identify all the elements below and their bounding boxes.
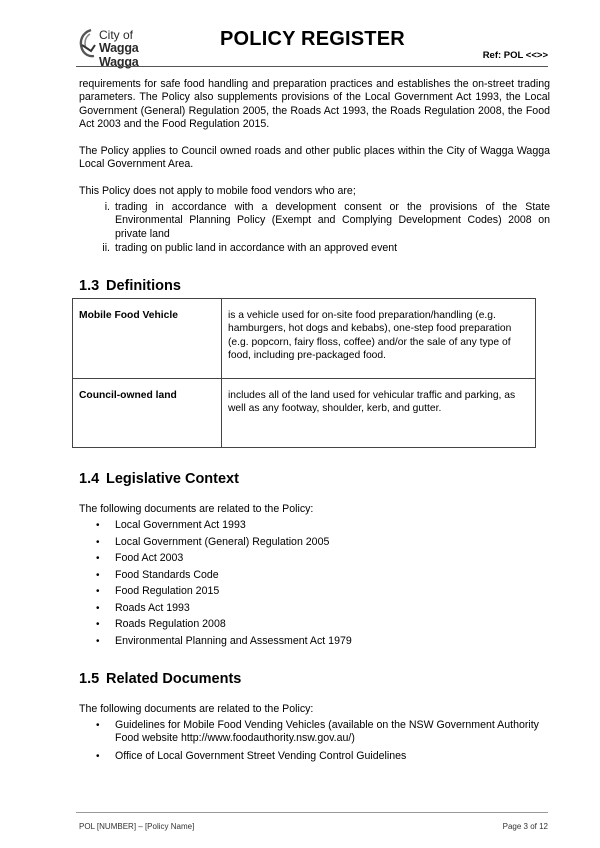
section-heading-definitions (79, 278, 181, 294)
intro-paragraph-1: requirements for safe food handling and preparation practices and establishes the on-street trading parameters. The Policy also supplements provisions of the Local Government Act 1993, the Local Government (General) Regulation 2005, the Roads Act 1993, the Roads Regulation 2008, the Food Act 2003 and the Food Regulation 2015. (79, 78, 550, 131)
header-divider (76, 66, 548, 67)
section-heading-legislative (79, 471, 239, 487)
bullet: • (96, 603, 100, 614)
list-item: Guidelines for Mobile Food Vending Vehicles (available on the NSW Government Authority Food website http://www.foodauthority.nsw.gov.au/) (115, 719, 539, 745)
section-heading-related (79, 671, 241, 687)
list-item: Local Government (General) Regulation 2005 (115, 536, 330, 548)
section-number: 1.3 (79, 278, 100, 294)
list-item: Food Act 2003 (115, 552, 184, 564)
list-marker: ii. (102, 242, 110, 254)
logo-emblem-icon (76, 27, 98, 59)
list-item: Food Regulation 2015 (115, 585, 220, 597)
list-item: Food Standards Code (115, 569, 219, 581)
table-row (73, 379, 536, 448)
bullet: • (96, 751, 100, 762)
definition-text: is a vehicle used for on-site food preparation/handling (e.g. hamburgers, hot dogs and kebabs), one-step food preparation (e.g. popcorn, fairy floss, coffee) and/or the sale of any type of food, including pre-packaged food. (222, 299, 536, 379)
bullet: • (96, 520, 100, 531)
list-item: Local Government Act 1993 (115, 519, 246, 531)
footer-divider (76, 812, 548, 813)
definitions-table (72, 298, 536, 448)
section-title: Definitions (106, 278, 181, 294)
bullet: • (96, 553, 100, 564)
page-title: POLICY REGISTER (220, 28, 405, 50)
bullet: • (96, 636, 100, 647)
section-number: 1.5 (79, 671, 100, 687)
bullet: • (96, 586, 100, 597)
list-item: Roads Regulation 2008 (115, 618, 226, 630)
definition-text: includes all of the land used for vehicular traffic and parking, as well as any footway, shoulder, kerb, and gutter. (222, 379, 536, 448)
table-row (73, 299, 536, 379)
exclusion-item: trading on public land in accordance with an approved event (115, 242, 398, 254)
exclusion-item: trading in accordance with a development consent or the provisions of the State Environmental Planning Policy (Exempt and Complying Development Codes) 2008 on private land (115, 201, 550, 240)
page-number: Page 3 of 12 (502, 822, 548, 831)
policy-reference: Ref: POL <<>> (482, 50, 548, 61)
list-marker: i. (104, 201, 110, 213)
list-item: Office of Local Government Street Vending Control Guidelines (115, 750, 407, 762)
logo-line-2: Wagga Wagga (99, 41, 139, 69)
list-item: Environmental Planning and Assessment Act 1979 (115, 635, 352, 647)
logo-line-1: City of (99, 28, 134, 42)
bullet: • (96, 537, 100, 548)
footer-policy-name: POL [NUMBER] – [Policy Name] (79, 822, 195, 831)
definition-term: Council-owned land (73, 379, 222, 448)
bullet: • (96, 570, 100, 581)
section-title: Legislative Context (106, 471, 239, 487)
legislative-intro: The following documents are related to the Policy: (79, 503, 314, 515)
intro-paragraph-3: This Policy does not apply to mobile food vendors who are; (79, 185, 356, 197)
list-item: Roads Act 1993 (115, 602, 190, 614)
intro-paragraph-2: The Policy applies to Council owned roads and other public places within the City of Wagga Wagga Local Government Area. (79, 145, 550, 171)
bullet: • (96, 619, 100, 630)
section-title: Related Documents (106, 671, 242, 687)
definition-term: Mobile Food Vehicle (73, 299, 222, 379)
section-number: 1.4 (79, 471, 100, 487)
related-intro: The following documents are related to the Policy: (79, 703, 314, 715)
bullet: • (96, 720, 100, 731)
council-logo (76, 27, 166, 69)
